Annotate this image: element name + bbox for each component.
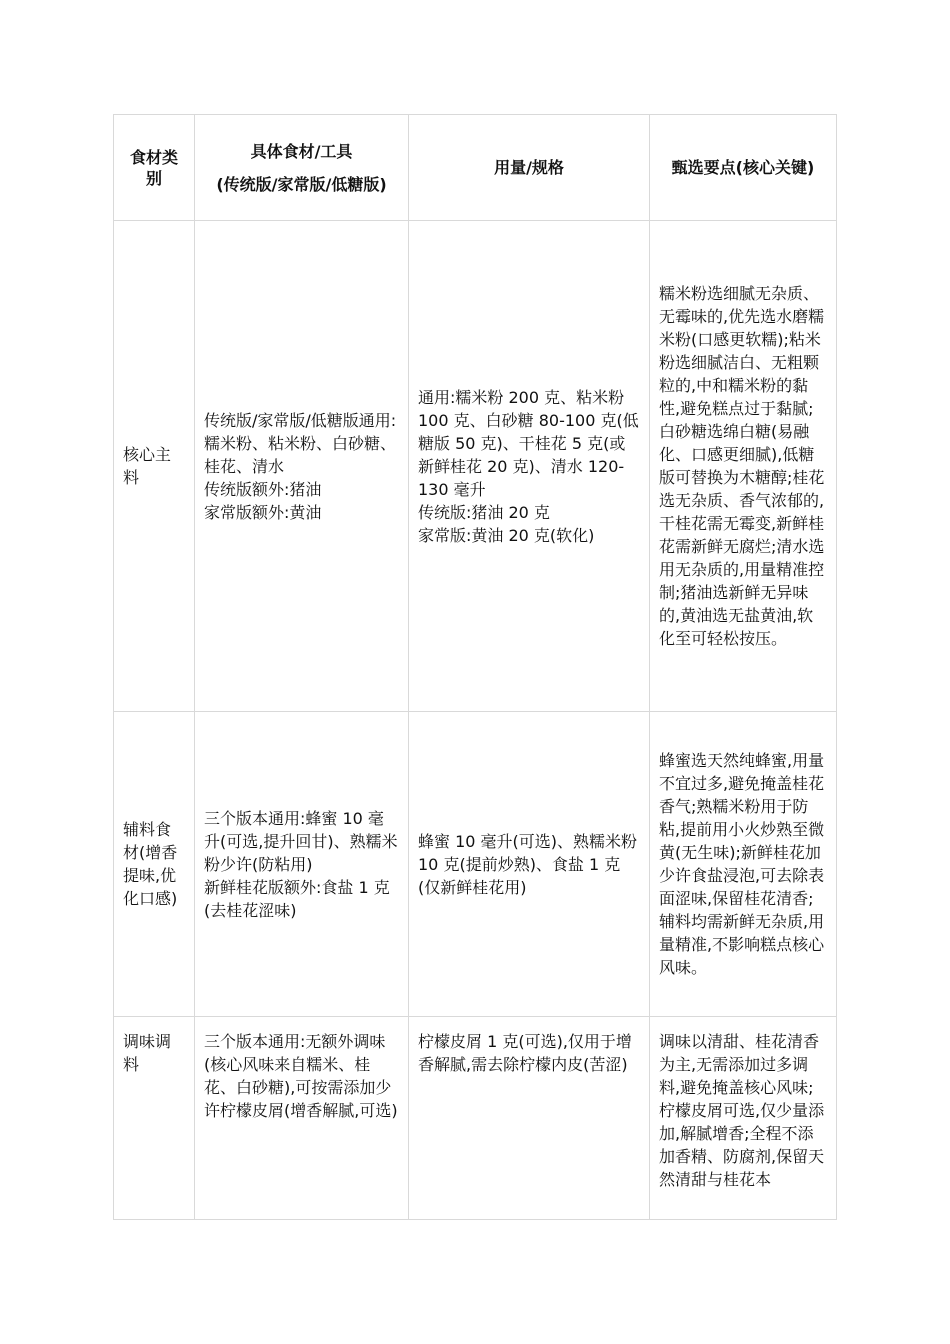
cell-tips: 蜂蜜选天然纯蜂蜜,用量不宜过多,避免掩盖桂花香气;熟糯米粉用于防粘,提前用小火炒熟至微黄(无生味);新鲜桂花加少许食盐浸泡,可去除表面涩味,保留桂花清香;辅料均需新鲜无杂质,用量精准,不影响糕点核心风味。 <box>650 712 837 1017</box>
cell-ingredients: 三个版本通用:无额外调味(核心风味来自糯米、桂花、白砂糖),可按需添加少许柠檬皮屑(增香解腻,可选) <box>195 1017 409 1220</box>
cell-ingredients: 传统版/家常版/低糖版通用:糯米粉、粘米粉、白砂糖、桂花、清水 传统版额外:猪油 家常版额外:黄油 <box>195 221 409 712</box>
table-row <box>114 221 837 712</box>
cell-amount: 柠檬皮屑 1 克(可选),仅用于增香解腻,需去除柠檬内皮(苦涩) <box>409 1017 650 1220</box>
cell-category: 辅料食材(增香提味,优化口感) <box>114 712 195 1017</box>
table-row <box>114 1017 837 1220</box>
cell-category: 核心主料 <box>114 221 195 712</box>
cell-amount: 通用:糯米粉 200 克、粘米粉 100 克、白砂糖 80-100 克(低糖版 50 克)、干桂花 5 克(或新鲜桂花 20 克)、清水 120-130 毫升 传统版:猪油 20 克 家常版:黄油 20 克(软化) <box>409 221 650 712</box>
cell-tips: 糯米粉选细腻无杂质、无霉味的,优先选水磨糯米粉(口感更软糯);粘米粉选细腻洁白、无粗颗粒的,中和糯米粉的黏性,避免糕点过于黏腻;白砂糖选绵白糖(易融化、口感更细腻),低糖版可替换为木糖醇;桂花选无杂质、香气浓郁的,干桂花需无霉变,新鲜桂花需新鲜无腐烂;清水选用无杂质的,用量精准控制;猪油选新鲜无异味的,黄油选无盐黄油,软化至可轻松按压。 <box>650 221 837 712</box>
cell-category: 调味调料 <box>114 1017 195 1220</box>
header-ingredients-subtitle: (传统版/家常版/低糖版) <box>216 174 387 194</box>
header-ingredients <box>195 115 409 221</box>
table-header-row <box>114 115 837 221</box>
ingredients-table <box>113 114 837 1220</box>
cell-ingredients: 三个版本通用:蜂蜜 10 毫升(可选,提升回甘)、熟糯米粉少许(防粘用) 新鲜桂花版额外:食盐 1 克(去桂花涩味) <box>195 712 409 1017</box>
cell-tips: 调味以清甜、桂花清香为主,无需添加过多调料,避免掩盖核心风味;柠檬皮屑可选,仅少量添加,解腻增香;全程不添加香精、防腐剂,保留天然清甜与桂花本 <box>650 1017 837 1220</box>
table-row <box>114 712 837 1017</box>
cell-amount: 蜂蜜 10 毫升(可选)、熟糯米粉 10 克(提前炒熟)、食盐 1 克(仅新鲜桂花用) <box>409 712 650 1017</box>
header-tips: 甄选要点(核心关键) <box>650 115 837 221</box>
header-ingredients-title: 具体食材/工具 <box>250 141 353 161</box>
document-sheet <box>113 114 836 1220</box>
header-category: 食材类别 <box>114 115 195 221</box>
header-amount: 用量/规格 <box>409 115 650 221</box>
